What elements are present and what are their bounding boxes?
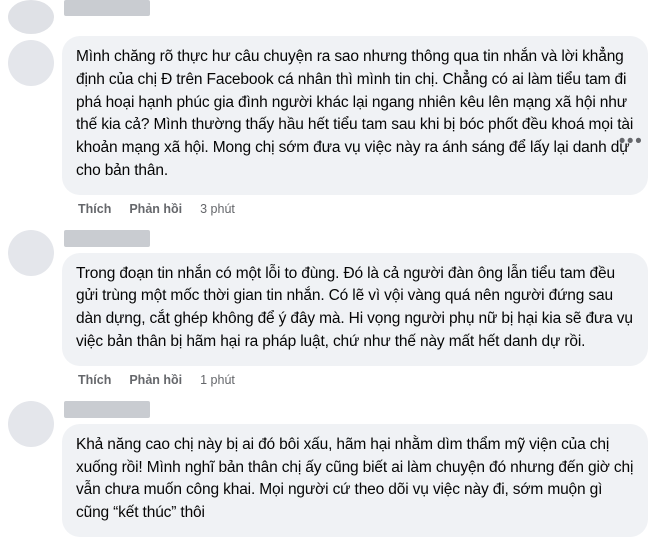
avatar[interactable] [8,401,54,447]
avatar[interactable] [8,230,54,276]
author-name-redacted [64,0,150,16]
comment-timestamp[interactable]: 3 phút [200,201,235,216]
comment-text: Trong đoạn tin nhắn có một lỗi to đùng. Đó là cả người đàn ông lẫn tiểu tam đều gửi trùng một mốc thời gian tin nhắn. Có lẽ vì vội vàng quá nên người đứng sau dàn dựng, cắt ghép không để ý đây mà. Hi vọng người phụ nữ bị hại kia sẽ đưa vụ việc bản thân bị hãm hại ra pháp luật, chứ như thế này mất hết danh dự rồi. [62,253,648,366]
avatar[interactable] [8,40,54,86]
like-button[interactable]: Thích [78,372,112,387]
spacer [0,387,660,397]
avatar[interactable] [8,0,54,34]
spacer [0,216,660,226]
comment-actions [78,373,648,387]
author-name-redacted [64,230,150,247]
reply-button[interactable]: Phản hồi [129,201,183,216]
comment-partial-top [0,0,660,34]
comment-text: Khả năng cao chị này bị ai đó bôi xấu, hãm hại nhằm dìm thẩm mỹ viện của chị xuống rồi! Mình nghĩ bản thân chị ấy cũng biết ai làm chuyện đó nhưng đến giờ chị vẫn chưa muốn công khai. Mọi người cứ theo dõi vụ việc này đi, sớm muộn gì cũng “kết thúc” thôi [62,424,648,537]
like-button[interactable]: Thích [78,201,112,216]
author-name-placeholder-wrap [54,0,660,22]
comment-item [0,36,660,216]
ellipsis-horizontal-icon[interactable]: ••• [618,130,644,152]
comment-item [0,397,660,537]
comment-timestamp[interactable]: 1 phút [200,372,235,387]
author-name-redacted [64,401,150,418]
comment-actions [78,202,648,216]
comment-item [0,226,660,387]
comment-text: Mình chăng rõ thực hư câu chuyện ra sao nhưng thông qua tin nhắn và lời khẳng định của chị Đ trên Facebook cá nhân thì mình tin chị. Chẳng có ai làm tiểu tam đi phá hoại hạnh phúc gia đình người khác lại ngang nhiên kêu lên mạng xã hội như thế kia cả? Mình thường thấy hầu hết tiểu tam sau khi bị bóc phốt đều khoá mọi tài khoản mạng xã hội. Mong chị sớm đưa vụ việc này ra ánh sáng để lấy lại danh dự cho bản thân. [62,36,648,195]
reply-button[interactable]: Phản hồi [129,372,183,387]
